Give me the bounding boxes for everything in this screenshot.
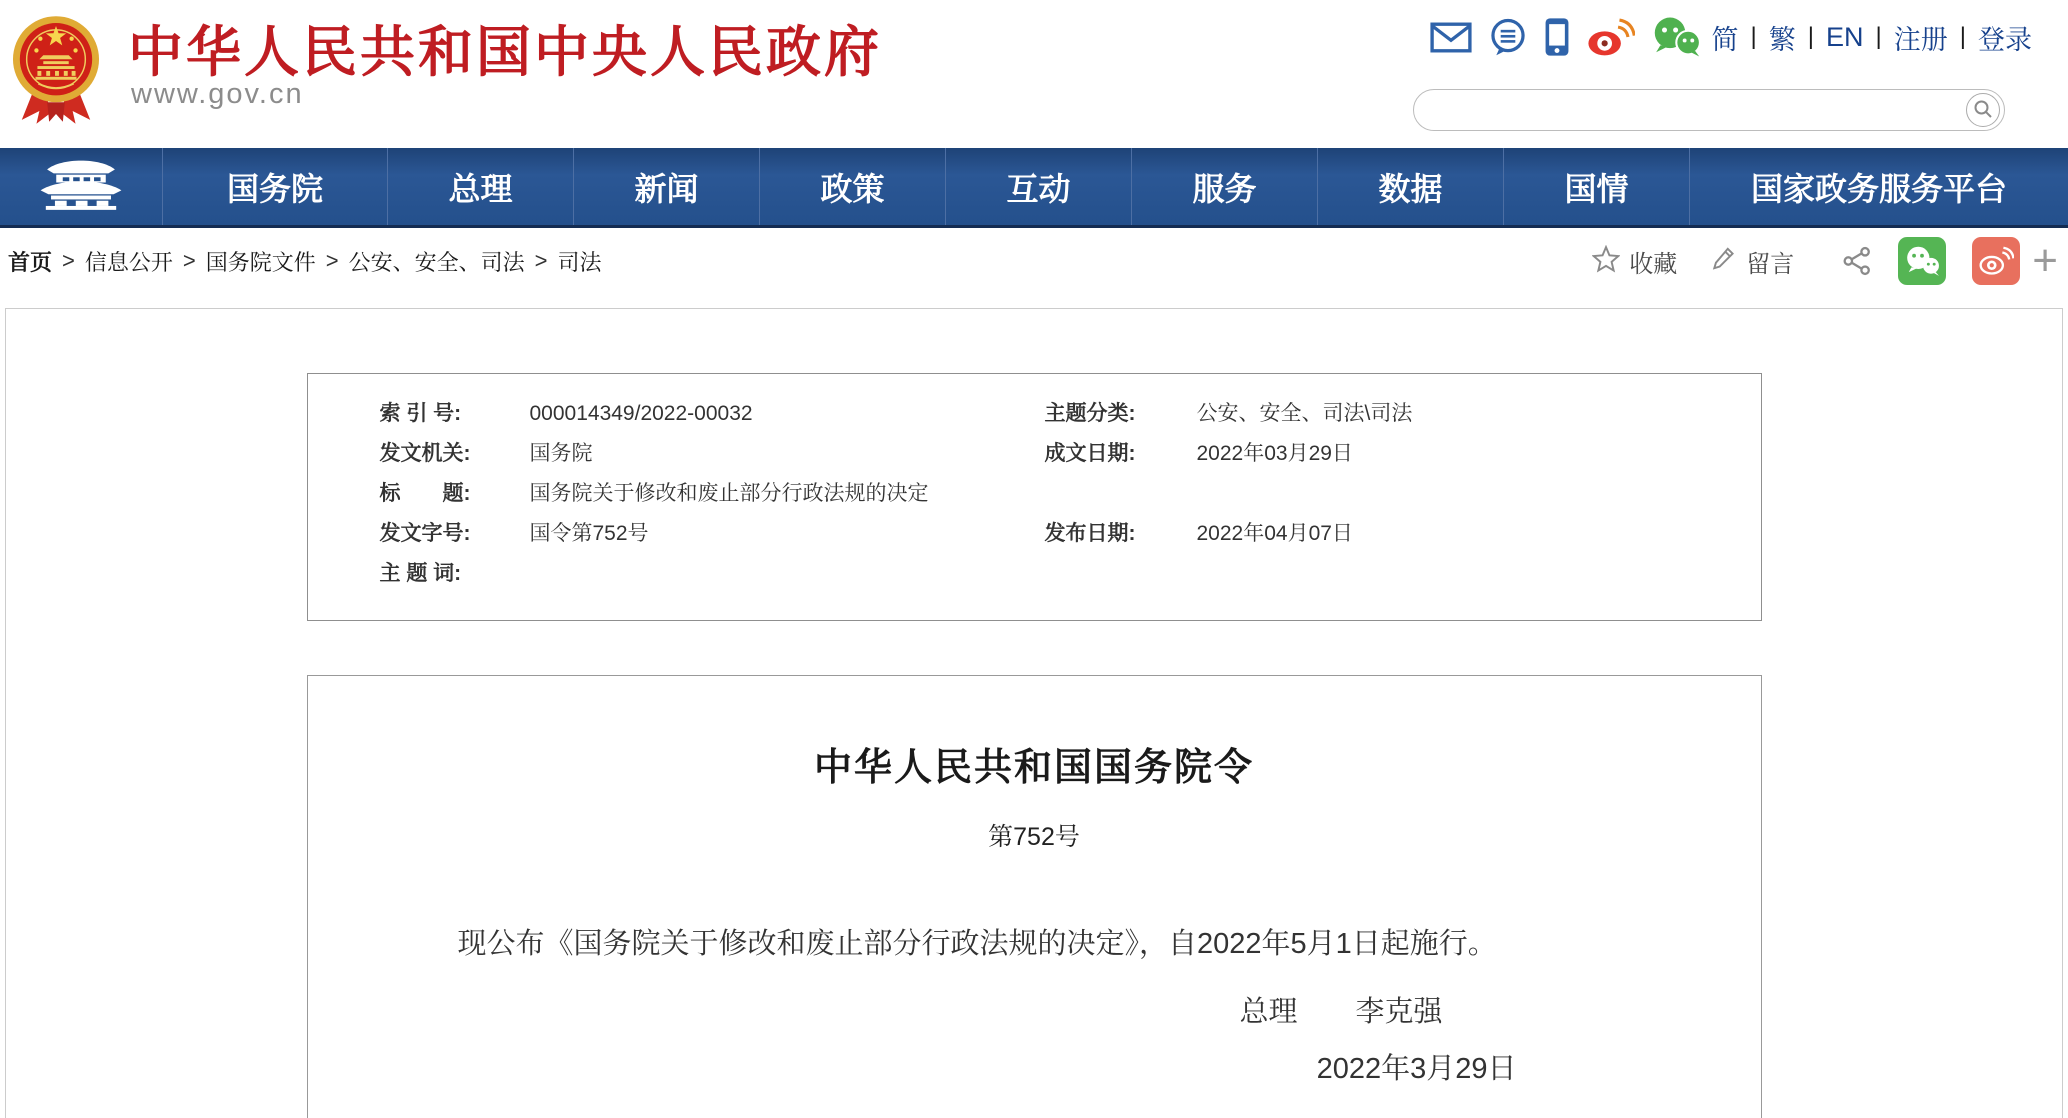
meta-value-index: 000014349/2022-00032 xyxy=(529,402,753,425)
breadcrumb-home[interactable]: 首页 xyxy=(8,249,53,275)
document-paragraph: 现公布《国务院关于修改和废止部分行政法规的决定》，自2022年5月1日起施行。 xyxy=(457,928,1497,960)
plus-icon[interactable]: + xyxy=(2032,236,2058,285)
document-number: 第752号 xyxy=(988,823,1080,851)
meta-label-issuer: 发文机关: xyxy=(379,442,471,465)
breadcrumb xyxy=(8,246,602,277)
nav-item-zongli[interactable]: 总理 xyxy=(387,148,573,225)
lang-simplified[interactable]: 简 xyxy=(1711,24,1739,55)
breadcrumb-guowuyuan-wenjian[interactable]: 国务院文件 xyxy=(205,249,316,275)
document-title: 中华人民共和国国务院令 xyxy=(813,747,1254,789)
document-body-box xyxy=(307,675,1762,1118)
nav-item-shuju[interactable]: 数据 xyxy=(1317,148,1503,225)
meta-value-issuer: 国务院 xyxy=(529,442,593,465)
breadcrumb-separator: > xyxy=(62,248,75,273)
meta-grid xyxy=(380,394,1761,594)
nav-item-fuwu[interactable]: 服务 xyxy=(1131,148,1317,225)
favorite-button[interactable] xyxy=(1592,244,1677,279)
pencil-icon xyxy=(1711,245,1737,278)
meta-value-publish-date: 2022年04月07日 xyxy=(1196,522,1353,545)
site-header xyxy=(0,0,2068,148)
national-emblem-icon[interactable] xyxy=(12,10,100,128)
page-tools xyxy=(1592,237,2058,285)
message-label: 留言 xyxy=(1746,250,1795,278)
mail-icon[interactable] xyxy=(1430,22,1472,53)
pipe-separator: | xyxy=(1875,23,1882,50)
wechat-icon[interactable] xyxy=(1652,16,1702,58)
pipe-separator: | xyxy=(1807,23,1815,50)
meta-value-title: 国务院关于修改和废止部分行政法规的决定 xyxy=(529,482,929,505)
weibo-share-icon[interactable] xyxy=(1972,237,2020,285)
meta-empty-cell xyxy=(1197,474,1761,514)
tiananmen-icon xyxy=(38,155,124,218)
favorite-label: 收藏 xyxy=(1629,250,1678,278)
login-link[interactable]: 登录 xyxy=(1978,24,2032,55)
breadcrumb-gongan-anquan-sifa[interactable]: 公安、安全、司法 xyxy=(348,249,525,275)
pipe-separator: | xyxy=(1959,23,1966,50)
meta-empty-cell xyxy=(1197,554,1761,594)
header-icon-row xyxy=(1413,14,2032,60)
header-right xyxy=(1413,14,2032,131)
nav-item-guowuyuan[interactable]: 国务院 xyxy=(162,148,387,225)
breadcrumb-separator: > xyxy=(325,248,339,273)
meta-empty-cell xyxy=(1045,474,1197,514)
meta-empty-cell xyxy=(1045,554,1197,594)
comment-icon[interactable] xyxy=(1489,18,1527,56)
nav-item-guoqing[interactable]: 国情 xyxy=(1503,148,1689,225)
document-date: 2022年3月29日 xyxy=(1316,1052,1517,1085)
document-meta-box xyxy=(307,373,1762,621)
nav-item-zhengwu-platform[interactable]: 国家政务服务平台 xyxy=(1689,148,2068,225)
content-container xyxy=(5,308,2063,1118)
wechat-share-icon[interactable] xyxy=(1898,237,1946,285)
site-url: www.gov.cn xyxy=(131,78,304,110)
breadcrumb-separator: > xyxy=(182,248,196,273)
share-group xyxy=(1842,237,2058,285)
search-input[interactable] xyxy=(1436,93,1950,129)
document-signature xyxy=(308,989,1761,1030)
meta-label-written-date: 成文日期: xyxy=(1044,442,1136,465)
signer-name: 李克强 xyxy=(1355,995,1443,1028)
meta-label-title: 标 题: xyxy=(379,482,471,505)
meta-label-publish-date: 发布日期: xyxy=(1044,522,1136,545)
meta-value-written-date: 2022年03月29日 xyxy=(1196,442,1353,465)
signer-title: 总理 xyxy=(1239,995,1298,1028)
search-icon xyxy=(1973,99,1993,122)
nav-item-zhengce[interactable]: 政策 xyxy=(759,148,945,225)
nav-item-xinwen[interactable]: 新闻 xyxy=(573,148,759,225)
meta-value-keywords xyxy=(530,554,1045,594)
breadcrumb-separator: > xyxy=(534,248,548,273)
weibo-icon[interactable] xyxy=(1587,17,1635,57)
meta-label-keywords: 主 题 词: xyxy=(379,562,462,585)
register-link[interactable]: 注册 xyxy=(1893,24,1948,55)
mobile-icon[interactable] xyxy=(1544,17,1570,57)
nav-item-hudong[interactable]: 互动 xyxy=(945,148,1131,225)
nav-home[interactable] xyxy=(0,148,162,225)
search-button[interactable] xyxy=(1966,93,2000,127)
breadcrumb-row xyxy=(0,228,2068,294)
message-button[interactable] xyxy=(1711,244,1794,279)
lang-traditional[interactable]: 繁 xyxy=(1768,24,1796,55)
main-nav xyxy=(0,148,2068,228)
meta-label-doc-number: 发文字号: xyxy=(379,522,471,545)
pipe-separator: | xyxy=(1750,23,1757,50)
breadcrumb-sifa[interactable]: 司法 xyxy=(557,249,602,275)
site-title[interactable]: 中华人民共和国中央人民政府 xyxy=(128,21,883,83)
star-icon xyxy=(1592,245,1620,278)
breadcrumb-xinxigongkai[interactable]: 信息公开 xyxy=(84,249,173,275)
meta-label-category: 主题分类: xyxy=(1044,402,1136,425)
meta-value-doc-number: 国令第752号 xyxy=(529,522,649,545)
share-icon[interactable] xyxy=(1842,246,1872,276)
meta-value-category: 公安、安全、司法\司法 xyxy=(1196,402,1413,425)
search-bar xyxy=(1413,89,2005,131)
meta-label-index: 索 引 号: xyxy=(379,402,462,425)
language-links xyxy=(1712,18,2032,57)
lang-english[interactable]: EN xyxy=(1826,21,1864,52)
